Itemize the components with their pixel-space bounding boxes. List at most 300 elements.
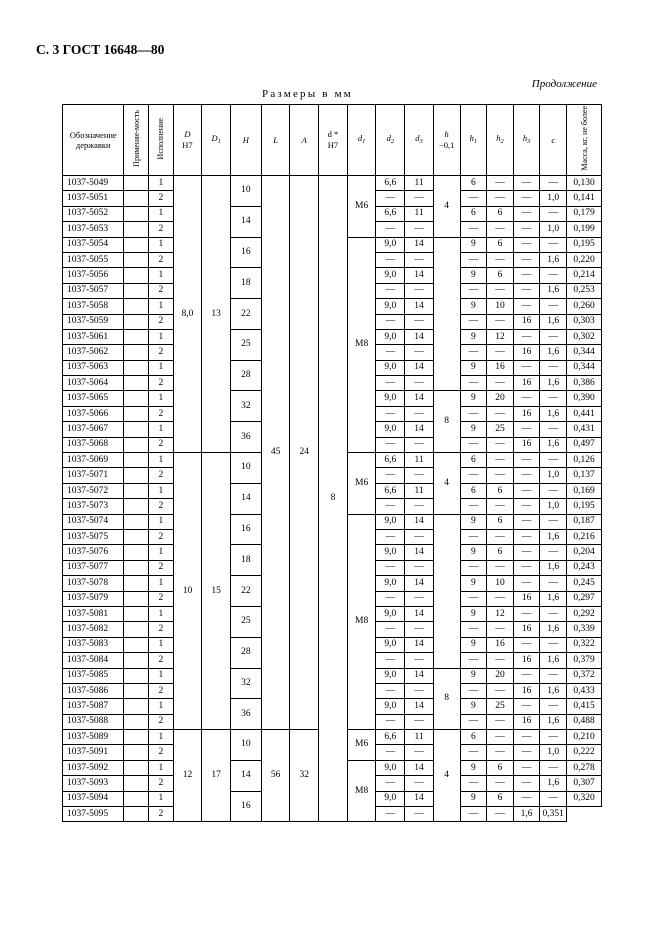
cell-mass: 0,141 <box>567 191 602 206</box>
cell-version: 1 <box>149 606 174 621</box>
cell-applicability <box>124 283 149 298</box>
cell-mass: 0,179 <box>567 206 602 221</box>
cell-c: — <box>540 606 567 621</box>
cell-applicability <box>124 514 149 529</box>
cell-h1: 9 <box>460 760 487 775</box>
cell-d2: 9,0 <box>376 637 405 652</box>
cell-c: — <box>540 453 567 468</box>
header-d3: $d_3$ <box>405 105 434 176</box>
cell-mass: 0,303 <box>567 314 602 329</box>
cell-mass: 0,169 <box>567 483 602 498</box>
cell-H: 14 <box>231 206 262 237</box>
cell-designation: 1037-5051 <box>63 191 124 206</box>
cell-c: 1,0 <box>540 468 567 483</box>
cell-h3: — <box>513 391 540 406</box>
cell-d1: M8 <box>347 760 376 822</box>
cell-applicability <box>124 576 149 591</box>
cell-h3: — <box>513 791 540 806</box>
header-L: L <box>261 105 290 176</box>
cell-d3: — <box>405 437 434 452</box>
cell-d2: 9,0 <box>376 514 405 529</box>
cell-h1: 9 <box>460 699 487 714</box>
cell-c: — <box>540 699 567 714</box>
cell-designation: 1037-5073 <box>63 499 124 514</box>
cell-H: 10 <box>231 730 262 761</box>
cell-d3: — <box>405 314 434 329</box>
cell-mass: 0,292 <box>567 606 602 621</box>
cell-d2: 9,0 <box>376 699 405 714</box>
cell-h3: 16 <box>513 683 540 698</box>
cell-c: — <box>540 176 567 191</box>
cell-H: 22 <box>231 576 262 607</box>
cell-h3: — <box>513 545 540 560</box>
cell-designation: 1037-5092 <box>63 760 124 775</box>
cell-H: 10 <box>231 453 262 484</box>
cell-h2: 6 <box>487 545 514 560</box>
cell-designation: 1037-5084 <box>63 653 124 668</box>
cell-h2: 10 <box>487 576 514 591</box>
cell-designation: 1037-5064 <box>63 376 124 391</box>
cell-version: 1 <box>149 483 174 498</box>
cell-h1: — <box>460 683 487 698</box>
cell-h2: 25 <box>487 699 514 714</box>
cell-d3: — <box>405 222 434 237</box>
cell-designation: 1037-5085 <box>63 668 124 683</box>
cell-c: 1,0 <box>540 191 567 206</box>
cell-h1: 6 <box>460 453 487 468</box>
cell-h2: — <box>487 776 514 791</box>
cell-h3: — <box>513 252 540 267</box>
cell-D1: 17 <box>202 730 231 822</box>
header-mass: Масса, кг, не более <box>567 105 602 176</box>
cell-d2: 9,0 <box>376 668 405 683</box>
cell-d3: 14 <box>405 668 434 683</box>
cell-h2: — <box>487 622 514 637</box>
cell-version: 1 <box>149 453 174 468</box>
cell-h2: 16 <box>487 360 514 375</box>
cell-version: 2 <box>149 714 174 729</box>
cell-d2: — <box>376 437 405 452</box>
cell-designation: 1037-5082 <box>63 622 124 637</box>
cell-version: 2 <box>149 776 174 791</box>
cell-h1: 9 <box>460 514 487 529</box>
cell-h3: 16 <box>513 591 540 606</box>
cell-H: 16 <box>231 791 262 822</box>
cell-d2: — <box>376 283 405 298</box>
cell-applicability <box>124 206 149 221</box>
cell-designation: 1037-5095 <box>63 807 124 822</box>
cell-d3: — <box>405 252 434 267</box>
holder-dimensions-table <box>62 104 602 822</box>
cell-A: 24 <box>290 176 319 730</box>
cell-version: 1 <box>149 360 174 375</box>
cell-c: — <box>540 329 567 344</box>
cell-version: 1 <box>149 699 174 714</box>
cell-d3: — <box>405 776 434 791</box>
cell-version: 1 <box>149 299 174 314</box>
cell-c: 1,0 <box>540 222 567 237</box>
cell-designation: 1037-5052 <box>63 206 124 221</box>
cell-applicability <box>124 622 149 637</box>
cell-h3: 16 <box>513 314 540 329</box>
cell-version: 1 <box>149 237 174 252</box>
cell-applicability <box>124 760 149 775</box>
cell-h1: 9 <box>460 791 487 806</box>
cell-d2: 6,6 <box>376 730 405 745</box>
cell-version: 2 <box>149 468 174 483</box>
cell-h1: 9 <box>460 237 487 252</box>
cell-h1: — <box>460 406 487 421</box>
cell-d2: 9,0 <box>376 391 405 406</box>
cell-h1: 6 <box>460 206 487 221</box>
cell-h2: 6 <box>487 483 514 498</box>
cell-h1: — <box>460 560 487 575</box>
cell-designation: 1037-5062 <box>63 345 124 360</box>
cell-h1: 9 <box>460 299 487 314</box>
cell-d3: — <box>405 745 434 760</box>
cell-d3: — <box>405 591 434 606</box>
cell-h2: 6 <box>487 791 514 806</box>
cell-d3: — <box>405 406 434 421</box>
cell-d3: 14 <box>405 329 434 344</box>
cell-D1: 15 <box>202 453 231 730</box>
cell-H: 28 <box>231 360 262 391</box>
cell-h2: 12 <box>487 606 514 621</box>
cell-designation: 1037-5086 <box>63 683 124 698</box>
cell-version: 1 <box>149 637 174 652</box>
cell-d3: 11 <box>405 483 434 498</box>
cell-version: 2 <box>149 345 174 360</box>
cell-d1: M6 <box>347 176 376 238</box>
cell-h1: — <box>460 745 487 760</box>
cell-designation: 1037-5068 <box>63 437 124 452</box>
cell-designation: 1037-5094 <box>63 791 124 806</box>
cell-applicability <box>124 699 149 714</box>
cell-H: 32 <box>231 668 262 699</box>
cell-h1: — <box>460 776 487 791</box>
cell-d3: 11 <box>405 206 434 221</box>
cell-version: 2 <box>149 745 174 760</box>
cell-mass: 0,243 <box>567 560 602 575</box>
cell-c: — <box>540 299 567 314</box>
cell-h2: — <box>487 560 514 575</box>
cell-d3: 14 <box>405 576 434 591</box>
cell-d3: — <box>405 807 434 822</box>
cell-d3: — <box>405 622 434 637</box>
cell-mass: 0,210 <box>567 730 602 745</box>
cell-mass: 0,253 <box>567 283 602 298</box>
cell-H: 18 <box>231 268 262 299</box>
cell-mass: 0,307 <box>567 776 602 791</box>
cell-designation: 1037-5087 <box>63 699 124 714</box>
cell-version: 1 <box>149 514 174 529</box>
cell-designation: 1037-5071 <box>63 468 124 483</box>
cell-c: 1,0 <box>540 499 567 514</box>
cell-mass: 0,431 <box>567 422 602 437</box>
cell-d3: — <box>405 499 434 514</box>
cell-h3: — <box>513 453 540 468</box>
cell-d2: — <box>376 683 405 698</box>
cell-h1: — <box>460 283 487 298</box>
cell-c: — <box>540 668 567 683</box>
cell-d1: M8 <box>347 514 376 729</box>
cell-H: 28 <box>231 637 262 668</box>
cell-applicability <box>124 422 149 437</box>
cell-d3: 14 <box>405 545 434 560</box>
cell-c: — <box>540 483 567 498</box>
cell-applicability <box>124 745 149 760</box>
cell-c: — <box>540 637 567 652</box>
cell-h2: — <box>487 683 514 698</box>
cell-h3: — <box>513 668 540 683</box>
cell-version: 2 <box>149 376 174 391</box>
cell-d3: 11 <box>405 176 434 191</box>
cell-c: — <box>540 360 567 375</box>
cell-d3: — <box>405 683 434 698</box>
cell-d2: — <box>376 314 405 329</box>
cell-h1: 6 <box>460 730 487 745</box>
cell-d2: — <box>376 560 405 575</box>
cell-mass: 0,344 <box>567 345 602 360</box>
cell-version: 2 <box>149 437 174 452</box>
cell-h2: — <box>487 345 514 360</box>
cell-h2: 6 <box>487 206 514 221</box>
table-row <box>63 176 602 191</box>
cell-h3: — <box>513 191 540 206</box>
cell-designation: 1037-5058 <box>63 299 124 314</box>
cell-designation: 1037-5049 <box>63 176 124 191</box>
cell-mass: 0,322 <box>567 637 602 652</box>
table-header-row <box>63 105 602 176</box>
cell-d2: 6,6 <box>376 176 405 191</box>
cell-mass: 0,187 <box>567 514 602 529</box>
cell-d3: 14 <box>405 422 434 437</box>
cell-h3: — <box>513 283 540 298</box>
cell-h: 8 <box>433 391 460 453</box>
cell-h3: 16 <box>513 437 540 452</box>
cell-h2: — <box>487 591 514 606</box>
cell-c: — <box>540 545 567 560</box>
cell-d3: — <box>405 529 434 544</box>
cell-c: 1,6 <box>540 376 567 391</box>
cell-h2: 6 <box>487 237 514 252</box>
cell-c: — <box>540 237 567 252</box>
cell-h2: 6 <box>487 760 514 775</box>
cell-A: 32 <box>290 730 319 822</box>
cell-h2: — <box>487 653 514 668</box>
cell-version: 2 <box>149 683 174 698</box>
cell-d3: 14 <box>405 299 434 314</box>
cell-d2: — <box>376 376 405 391</box>
cell-d3: 14 <box>405 268 434 283</box>
cell-h1: — <box>460 714 487 729</box>
cell-designation: 1037-5053 <box>63 222 124 237</box>
cell-h1: — <box>460 252 487 267</box>
cell-c: 1,6 <box>540 529 567 544</box>
cell-applicability <box>124 437 149 452</box>
cell-H: 25 <box>231 606 262 637</box>
cell-h3: — <box>513 560 540 575</box>
cell-designation: 1037-5072 <box>63 483 124 498</box>
cell-d3: — <box>405 345 434 360</box>
cell-version: 1 <box>149 668 174 683</box>
cell-applicability <box>124 529 149 544</box>
cell-designation: 1037-5061 <box>63 329 124 344</box>
cell-h2: 10 <box>487 299 514 314</box>
cell-h3: 16 <box>513 653 540 668</box>
cell-h2: — <box>487 176 514 191</box>
dimensions-caption: Размеры в мм <box>262 88 353 100</box>
cell-designation: 1037-5069 <box>63 453 124 468</box>
cell-applicability <box>124 483 149 498</box>
cell-mass: 0,441 <box>567 406 602 421</box>
cell-h1: — <box>460 591 487 606</box>
cell-d3: — <box>405 560 434 575</box>
cell-designation: 1037-5075 <box>63 529 124 544</box>
cell-d2: — <box>376 529 405 544</box>
cell-version: 2 <box>149 591 174 606</box>
cell-h2: 25 <box>487 422 514 437</box>
cell-mass: 0,245 <box>567 576 602 591</box>
cell-h2: — <box>487 807 514 822</box>
cell-version: 2 <box>149 191 174 206</box>
header-h3: $h_3$ <box>513 105 540 176</box>
cell-d3: 11 <box>405 730 434 745</box>
cell-applicability <box>124 391 149 406</box>
page-title: С. 3 ГОСТ 16648—80 <box>36 42 165 57</box>
cell-applicability <box>124 252 149 267</box>
cell-h1: — <box>460 653 487 668</box>
cell-c: — <box>540 760 567 775</box>
cell-h3: — <box>513 760 540 775</box>
cell-applicability <box>124 683 149 698</box>
cell-d3: — <box>405 468 434 483</box>
cell-d2: 9,0 <box>376 791 405 806</box>
cell-h3: 16 <box>513 345 540 360</box>
cell-d2: 9,0 <box>376 237 405 252</box>
cell-h2: — <box>487 222 514 237</box>
cell-h2: — <box>487 453 514 468</box>
cell-d2: 9,0 <box>376 268 405 283</box>
cell-h1: 9 <box>460 268 487 283</box>
cell-designation: 1037-5054 <box>63 237 124 252</box>
cell-d2: — <box>376 591 405 606</box>
cell-mass: 0,386 <box>567 376 602 391</box>
header-c: c <box>540 105 567 176</box>
cell-h1: 9 <box>460 545 487 560</box>
cell-version: 2 <box>149 406 174 421</box>
cell-h2: — <box>487 499 514 514</box>
cell-d2: — <box>376 222 405 237</box>
cell-h1: — <box>460 622 487 637</box>
cell-version: 2 <box>149 529 174 544</box>
cell-c: 1,6 <box>540 591 567 606</box>
cell-mass: 0,220 <box>567 252 602 267</box>
cell-h: 4 <box>433 453 460 515</box>
cell-h3: — <box>513 499 540 514</box>
cell-H: 10 <box>231 176 262 207</box>
cell-applicability <box>124 345 149 360</box>
cell-mass: 0,214 <box>567 268 602 283</box>
cell-c: 1,6 <box>540 314 567 329</box>
cell-applicability <box>124 668 149 683</box>
cell-c: 1,6 <box>540 345 567 360</box>
cell-h1: — <box>460 191 487 206</box>
cell-h2: — <box>487 191 514 206</box>
cell-d2: — <box>376 468 405 483</box>
cell-d1: M6 <box>347 730 376 761</box>
cell-c: — <box>540 391 567 406</box>
cell-mass: 0,302 <box>567 329 602 344</box>
cell-applicability <box>124 653 149 668</box>
cell-D: 12 <box>173 730 202 822</box>
cell-H: 32 <box>231 391 262 422</box>
cell-d3: 11 <box>405 453 434 468</box>
header-H: H <box>231 105 262 176</box>
cell-h3: — <box>513 206 540 221</box>
cell-d2: — <box>376 807 405 822</box>
cell-d2: 9,0 <box>376 360 405 375</box>
cell-designation: 1037-5091 <box>63 745 124 760</box>
cell-version: 2 <box>149 283 174 298</box>
cell-d3: 14 <box>405 514 434 529</box>
cell-mass: 0,488 <box>567 714 602 729</box>
cell-applicability <box>124 606 149 621</box>
cell-h3: — <box>513 637 540 652</box>
cell-h1: 9 <box>460 576 487 591</box>
header-version: Исполнение <box>149 105 174 176</box>
cell-version: 1 <box>149 206 174 221</box>
cell-d3: 14 <box>405 637 434 652</box>
cell-applicability <box>124 176 149 191</box>
cell-d3: 14 <box>405 760 434 775</box>
cell-d3: 14 <box>405 237 434 252</box>
cell-applicability <box>124 314 149 329</box>
cell-d2: — <box>376 252 405 267</box>
cell-h3: — <box>513 268 540 283</box>
cell-version: 1 <box>149 268 174 283</box>
cell-applicability <box>124 807 149 822</box>
cell-applicability <box>124 268 149 283</box>
cell-d2: — <box>376 653 405 668</box>
cell-applicability <box>124 360 149 375</box>
cell-H: 16 <box>231 514 262 545</box>
cell-d2: — <box>376 745 405 760</box>
cell-designation: 1037-5066 <box>63 406 124 421</box>
cell-h3: — <box>513 529 540 544</box>
cell-designation: 1037-5067 <box>63 422 124 437</box>
cell-c: 1,6 <box>540 560 567 575</box>
cell-h: 4 <box>433 176 460 238</box>
cell-version: 1 <box>149 329 174 344</box>
cell-h2: — <box>487 437 514 452</box>
cell-c: — <box>540 576 567 591</box>
cell-mass: 0,199 <box>567 222 602 237</box>
cell-applicability <box>124 591 149 606</box>
cell-mass: 0,497 <box>567 437 602 452</box>
cell-c: — <box>540 206 567 221</box>
cell-mass: 0,216 <box>567 529 602 544</box>
cell-designation: 1037-5078 <box>63 576 124 591</box>
cell-h <box>433 514 460 668</box>
header-D1: $D_1$ <box>202 105 231 176</box>
cell-designation: 1037-5081 <box>63 606 124 621</box>
header-D: D H7 <box>173 105 202 176</box>
cell-h3: — <box>513 745 540 760</box>
cell-mass: 0,339 <box>567 622 602 637</box>
cell-mass: 0,372 <box>567 668 602 683</box>
cell-h2: — <box>487 714 514 729</box>
